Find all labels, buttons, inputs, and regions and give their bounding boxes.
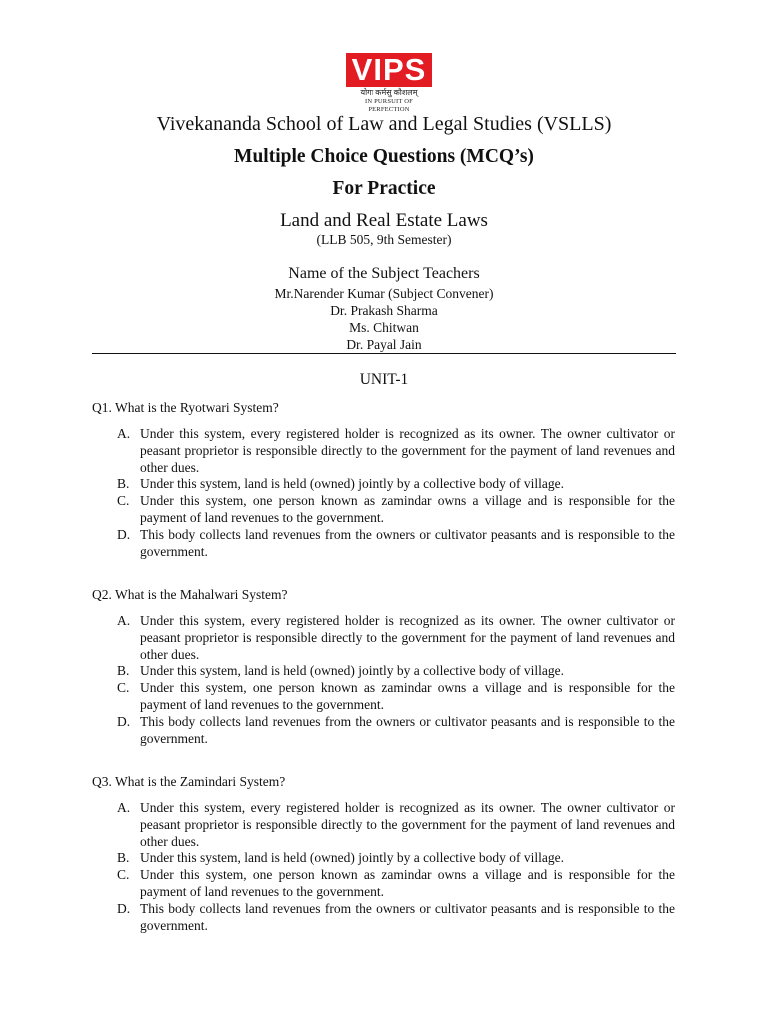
header-divider [92, 353, 676, 354]
subject-name: Land and Real Estate Laws [280, 210, 488, 231]
option-item [117, 527, 675, 561]
question-text: Q2. What is the Mahalwari System? [92, 587, 288, 602]
option-text: Under this system, land is held (owned) jointly by a collective body of village. [140, 476, 565, 492]
option-text: Under this system, every registered holder is recognized as its owner. The owner cultivator or peasant proprietor is responsible directly to the government for the payment of land revenues and other dues. [140, 613, 675, 662]
option-text: Under this system, every registered holder is recognized as its owner. The owner cultivator or peasant proprietor is responsible directly to the government for the payment of land revenues and other dues. [140, 426, 675, 475]
page-subtitle: For Practice [332, 178, 436, 199]
option-item [117, 613, 675, 663]
option-letter: C. [117, 493, 130, 509]
vips-logo [345, 53, 433, 114]
option-text: Under this system, land is held (owned) jointly by a collective body of village. [140, 850, 565, 866]
question-text: Q1. What is the Ryotwari System? [92, 400, 279, 415]
option-text: Under this system, one person known as zamindar owns a village and is responsible for the payment of land revenues to the government. [140, 680, 675, 712]
option-item [117, 714, 675, 748]
option-item [117, 867, 675, 901]
logo-tagline: IN PURSUIT OF PERFECTION [365, 98, 413, 113]
teachers-list [0, 285, 768, 353]
option-text: Under this system, one person known as zamindar owns a village and is responsible for the payment of land revenues to the government. [140, 493, 675, 525]
page-title: Multiple Choice Questions (MCQ’s) [234, 146, 534, 167]
course-code: (LLB 505, 9th Semester) [316, 232, 452, 247]
teacher-name: Dr. Payal Jain [346, 337, 422, 352]
option-item [117, 850, 675, 867]
option-letter: A. [117, 613, 131, 628]
option-letter: D. [117, 900, 131, 916]
option-item [117, 493, 675, 527]
option-text: Under this system, every registered holder is recognized as its owner. The owner cultivator or peasant proprietor is responsible directly to the government for the payment of land revenues and other dues. [140, 800, 675, 849]
options-list [117, 800, 675, 934]
school-name: Vivekananda School of Law and Legal Studies (VSLLS) [156, 113, 612, 135]
teacher-name: Mr.Narender Kumar (Subject Convener) [274, 286, 494, 301]
logo-motto: योगः कर्मसु कौशलम् [360, 88, 418, 97]
option-item [117, 476, 675, 493]
teacher-name: Dr. Prakash Sharma [330, 303, 438, 318]
option-letter: D. [117, 713, 131, 729]
option-item [117, 663, 675, 680]
option-text: This body collects land revenues from the owners or cultivator peasants and is responsible to the government. [140, 713, 675, 746]
options-list [117, 613, 675, 747]
option-letter: A. [117, 800, 131, 815]
option-letter: B. [117, 476, 130, 492]
option-letter: C. [117, 680, 130, 696]
option-letter: C. [117, 867, 130, 883]
option-letter: B. [117, 850, 130, 866]
logo-wordmark: VIPS [346, 53, 432, 87]
option-text: This body collects land revenues from the owners or cultivator peasants and is responsible to the government. [140, 526, 675, 559]
options-list [117, 426, 675, 560]
unit-heading: UNIT-1 [359, 371, 409, 388]
option-text: This body collects land revenues from the owners or cultivator peasants and is responsible to the government. [140, 900, 675, 933]
option-letter: B. [117, 663, 130, 679]
option-letter: A. [117, 426, 131, 441]
teachers-heading: Name of the Subject Teachers [288, 265, 480, 282]
option-text: Under this system, one person known as zamindar owns a village and is responsible for the payment of land revenues to the government. [140, 867, 675, 899]
option-item [117, 901, 675, 935]
question-text: Q3. What is the Zamindari System? [92, 774, 286, 789]
option-item [117, 680, 675, 714]
teacher-name: Ms. Chitwan [349, 320, 419, 335]
option-item [117, 426, 675, 476]
option-letter: D. [117, 526, 131, 542]
option-text: Under this system, land is held (owned) jointly by a collective body of village. [140, 663, 565, 679]
option-item [117, 800, 675, 850]
